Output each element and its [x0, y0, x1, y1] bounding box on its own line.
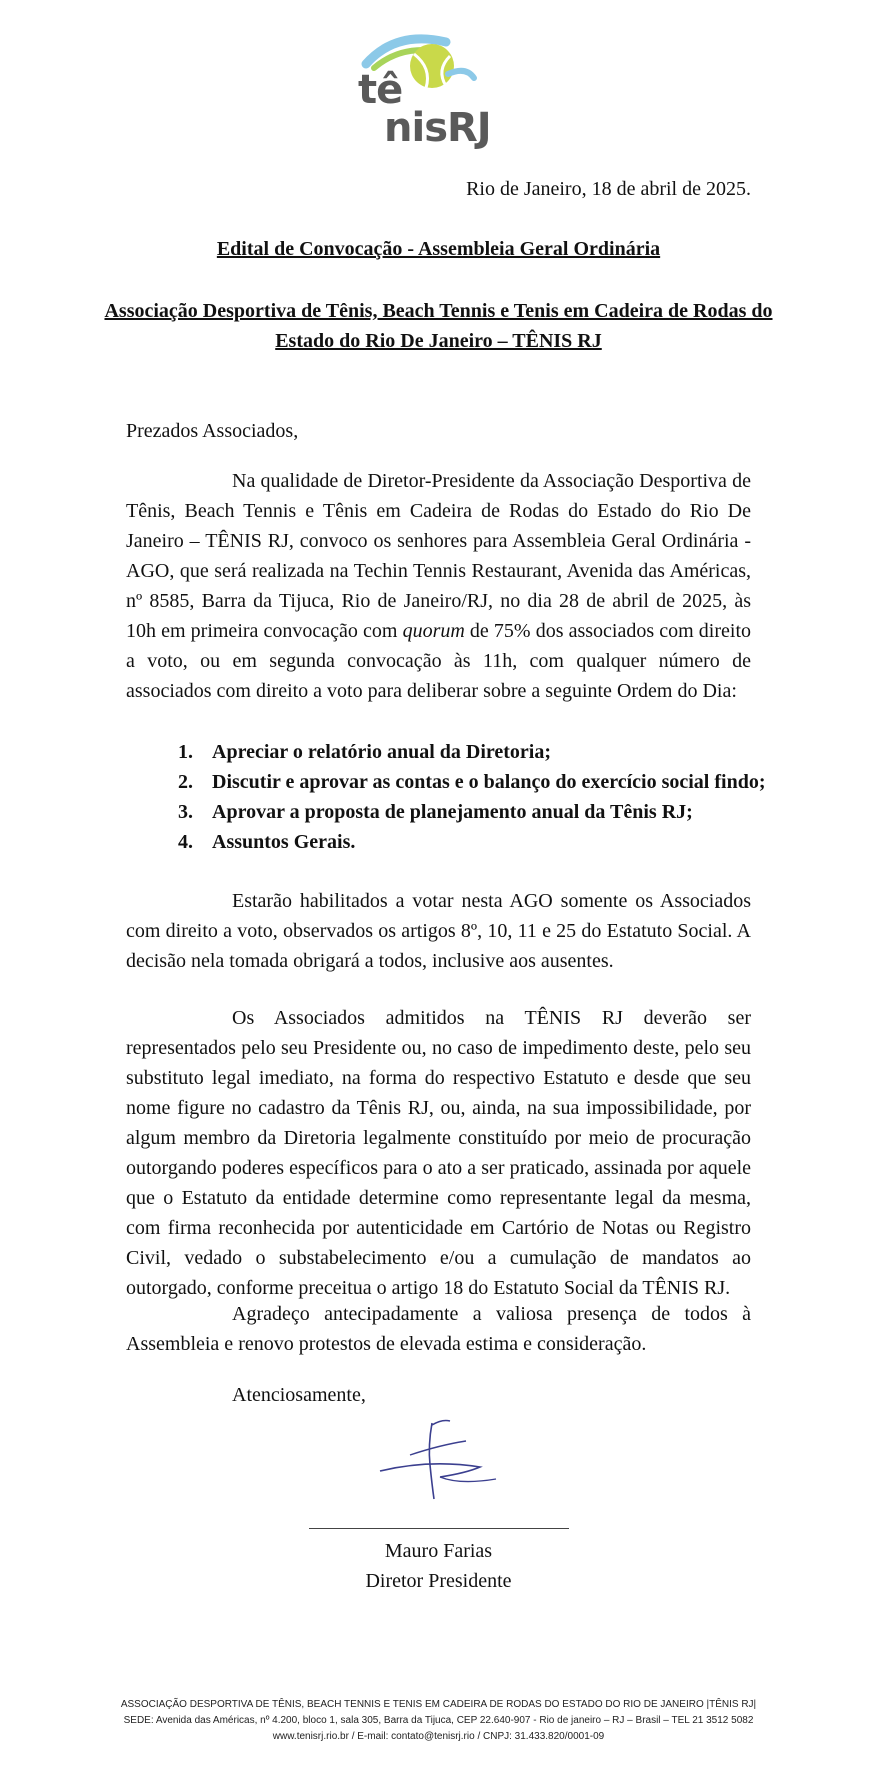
- agenda-item-text: Assuntos Gerais.: [212, 831, 356, 853]
- closing-salutation: Atenciosamente,: [232, 1384, 366, 1406]
- agenda-list: [178, 737, 766, 857]
- agenda-item: [178, 797, 766, 827]
- agenda-item-text: Aprovar a proposta de planejamento anual da Tênis RJ;: [212, 801, 693, 823]
- footer-address: SEDE: Avenida das Américas, nº 4.200, bloco 1, sala 305, Barra da Tijuca, CEP 22.640-907 - Rio de janeiro – RJ – Brasil – TEL 21 3512 5082: [123, 1715, 754, 1726]
- agenda-item-number: 2.: [178, 771, 193, 793]
- document-title: Edital de Convocação - Assembleia Geral Ordinária: [216, 238, 661, 260]
- quorum-term: quorum: [402, 620, 465, 642]
- footer-org-name: ASSOCIAÇÃO DESPORTIVA DE TÊNIS, BEACH TENNIS E TENIS EM CADEIRA DE RODAS DO ESTADO DO RIO DE JANEIRO |TÊNIS RJ|: [120, 1699, 757, 1710]
- paragraph-convocation: [126, 466, 751, 706]
- agenda-item-text: Apreciar o relatório anual da Diretoria;: [212, 741, 552, 763]
- logo-text-line1: tê: [358, 67, 403, 113]
- agenda-item: [178, 767, 766, 797]
- paragraph-representation: Os Associados admitidos na TÊNIS RJ deverão ser representados pelo seu Presidente ou, no caso de impedimento deste, pelo seu substituto legal imediato, na forma do respectivo Estatuto e desde que seu nome figure no cadastro da Tênis RJ, ou, ainda, na sua impossibilidade, por algum membro da Diretoria legalmente constituído por meio de procuração outorgando poderes específicos para o ato a ser praticado, assinada por aquele que o Estatuto da entidade determine como representante legal da mesma, com firma reconhecida por autenticidade em Cartório de Notas ou Registro Civil, vedado o substabelecimento e/ou a cumulação de mandatos ao outorgado, conforme preceitua o artigo 18 do Estatuto Social da TÊNIS RJ.: [126, 1007, 751, 1299]
- document-subtitle: [0, 296, 877, 356]
- footer-contact: www.tenisrj.rio.br / E-mail: contato@tenisrj.rio / CNPJ: 31.433.820/0001-09: [272, 1731, 605, 1742]
- signature-line: [309, 1528, 569, 1529]
- paragraph-thanks: Agradeço antecipadamente a valiosa presença de todos à Assembleia e renovo protestos de elevada estima e consideração.: [126, 1303, 751, 1355]
- paragraph-voting-eligibility: Estarão habilitados a votar nesta AGO somente os Associados com direito a voto, observados os artigos 8º, 10, 11 e 25 do Estatuto Social. A decisão nela tomada obrigará a todos, inclusive aos ausentes.: [126, 890, 751, 972]
- paragraph1-part-b: de 75% dos associados com direito a voto, ou em segunda convocação às 11h, com qualquer número de associados com direito a voto para deliberar sobre a seguinte Ordem do Dia:: [126, 620, 752, 702]
- paragraph1-part-a: Na qualidade de Diretor-Presidente da Associação Desportiva de Tênis, Beach Tennis e Tênis em Cadeira de Rodas do Estado do Rio De Janeiro – TÊNIS RJ, convoco os senhores para Assembleia Geral Ordinária - AGO, que será realizada na Techin Tennis Restaurant, Avenida das Américas, nº 8585, Barra da Tijuca, Rio de Janeiro/RJ, no dia 28 de abril de 2025, às 10h em primeira convocação com: [126, 470, 751, 642]
- subtitle-line2: Estado do Rio De Janeiro – TÊNIS RJ: [275, 330, 602, 352]
- agenda-item: [178, 827, 766, 857]
- signer-name: Mauro Farias: [384, 1540, 493, 1562]
- subtitle-line1: Associação Desportiva de Tênis, Beach Tennis e Tenis em Cadeira de Rodas do: [104, 300, 773, 322]
- signer-role: Diretor Presidente: [365, 1570, 512, 1592]
- agenda-item: [178, 737, 766, 767]
- greeting: Prezados Associados,: [126, 420, 299, 442]
- agenda-item-number: 1.: [178, 741, 193, 763]
- agenda-item-number: 4.: [178, 831, 193, 853]
- agenda-item-number: 3.: [178, 801, 193, 823]
- agenda-item-text: Discutir e aprovar as contas e o balanço do exercício social findo;: [212, 771, 766, 793]
- letter-date: Rio de Janeiro, 18 de abril de 2025.: [466, 178, 751, 200]
- logo-text-line2: nisRJ: [384, 105, 491, 151]
- tenis-rj-logo: [356, 30, 516, 150]
- letterhead-footer: [0, 1697, 877, 1745]
- handwritten-signature: [370, 1415, 510, 1505]
